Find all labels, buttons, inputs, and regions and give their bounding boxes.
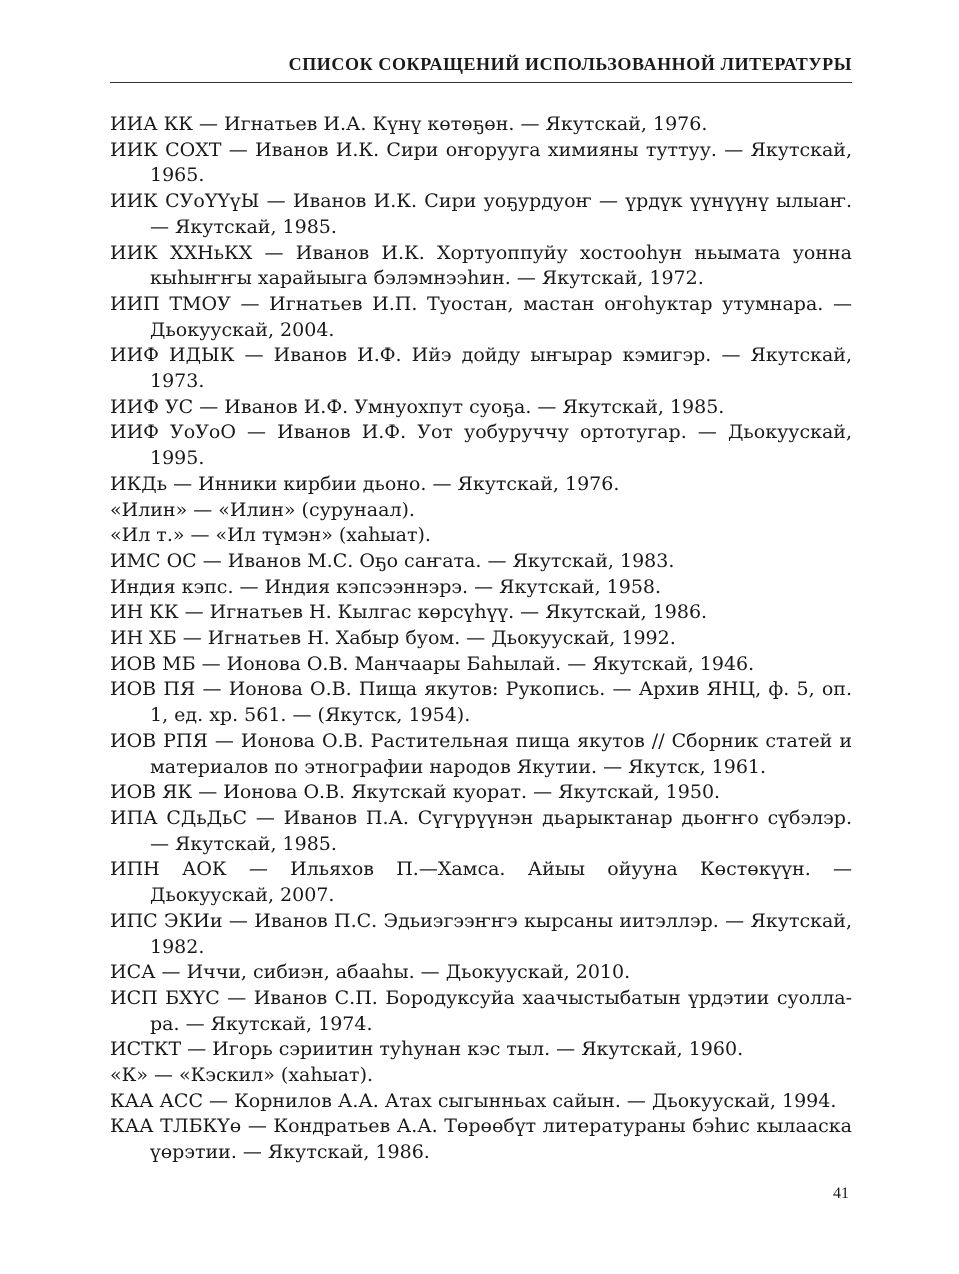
list-item: ИИФ УС — Иванов И.Ф. Умнуохпут суоҕа. — Якутскай, 1985. — [110, 395, 725, 418]
list-item: ИИК СОХТ — Иванов И.К. Сири оҥоруугa химияны туттуу. — Якутскай, 1965. — [110, 138, 852, 187]
list-item: ИМС ОС — Иванов М.С. Оҕо саҥата. — Якутскай, 1983. — [110, 549, 675, 572]
list-item: ИПА СДьДьС — Иванов П.А. Сүгүрүүнэн дьарыктанар дьоҥҥо сүбэлэр. — Якутскай, 1985. — [110, 806, 852, 855]
list-item: ИПН АОК — Ильяхов П.—Хамса. Айыы ойууна Көстөкүүн. — Дьокуускай, 2007. — [110, 858, 852, 907]
list-item: «Илин» — «Илин» (сурунаал). — [110, 498, 415, 521]
list-item: ИСА — Иччи, сибиэн, абааһы. — Дьокуускай, 2010. — [110, 961, 631, 984]
running-header — [110, 52, 852, 83]
header-title: СПИСОК СОКРАЩЕНИЙ ИСПОЛЬЗОВАННОЙ ЛИТЕРАТУРЫ — [288, 54, 852, 74]
list-item: КАА ТЛБКҮө — Кондратьев А.А. Төрөөбүт литературaны бэһис кылааска үөрэтии. — Якутскай, 1986. — [110, 1115, 852, 1164]
list-item: ИИП ТМОУ — Игнатьев И.П. Туостан, мастан оҥоһуктар утумнара. — Дьокуускай, 2004. — [110, 292, 852, 341]
list-item: ИИФ УоУоО — Иванов И.Ф. Уот уобуруччу ортотугар. — Дьокуускай, 1995. — [110, 421, 852, 470]
list-item: ИКДь — Инники кирбии дьоно. — Якутскай, 1976. — [110, 472, 620, 495]
list-item: Индия кэпс. — Индия кэпсээннэрэ. — Якутскай, 1958. — [110, 575, 662, 598]
list-item: ИСТКТ — Игорь сэриитин туһунан кэс тыл. — Якутскай, 1960. — [110, 1038, 744, 1061]
list-item: ИСП БХҮС — Иванов С.П. Бородуксуйа хаачыстыбатын үрдэтии суолла-ра. — Якутскай, 1974. — [110, 986, 852, 1035]
list-item: ИОВ ЯК — Ионова О.В. Якутскай куорат. — Якутскай, 1950. — [110, 781, 721, 804]
list-item: КАА АСС — Корнилов А.А. Атах сыгынньах сайын. — Дьокуускай, 1994. — [110, 1089, 837, 1112]
list-item: ИОВ МБ — Ионова О.В. Манчаары Баһылай. — Якутскай, 1946. — [110, 652, 755, 675]
list-item: ИИФ ИДЫК — Иванов И.Ф. Ийэ дойду ыҥырар кэмигэр. — Якутскай, 1973. — [110, 344, 852, 393]
list-item: ИИК ХХНьКХ — Иванов И.К. Хортуоппуйу хостооһун ньымата уонна кыһыҥҥы харайыыга бэлэмнээһин. — Якутскай, 1972. — [110, 241, 852, 290]
list-item: «Ил т.» — «Ил түмэн» (хаһыат). — [110, 524, 431, 547]
abbreviation-list — [110, 112, 852, 1166]
list-item: ИОВ РПЯ — Ионова О.В. Растительная пища якутов // Сборник статей и материалов по этнографии народов Якутии. — Якутск, 1961. — [110, 729, 852, 778]
list-item: ИН КК — Игнатьев Н. Кылгас көрсүһүү. — Якутскай, 1986. — [110, 601, 708, 624]
page-number: 41 — [833, 1185, 849, 1202]
list-item: ИН ХБ — Игнатьев Н. Хабыр буом. — Дьокуускай, 1992. — [110, 627, 676, 650]
list-item: ИИА КК — Игнатьев И.А. Күнү көтөҕөн. — Якутскай, 1976. — [110, 113, 708, 135]
list-item: ИОВ ПЯ — Ионова О.В. Пища якутов: Рукопись. — Архив ЯНЦ, ф. 5, оп. 1, ед. хр. 561. — (Якутск, 1954). — [110, 678, 852, 727]
list-item: ИПС ЭКИи — Иванов П.С. Эдьиэгээҥҥэ кырсаны иитэллэр. — Якутскай, 1982. — [110, 909, 852, 958]
list-item: ИИК СУоҮҮүЫ — Иванов И.К. Сири уоҕурдуоҥ — үрдүк үүнүүнү ылыаҥ. — Якутскай, 1985. — [110, 190, 852, 238]
list-item: «К» — «Кэскил» (хаһыат). — [110, 1064, 374, 1087]
